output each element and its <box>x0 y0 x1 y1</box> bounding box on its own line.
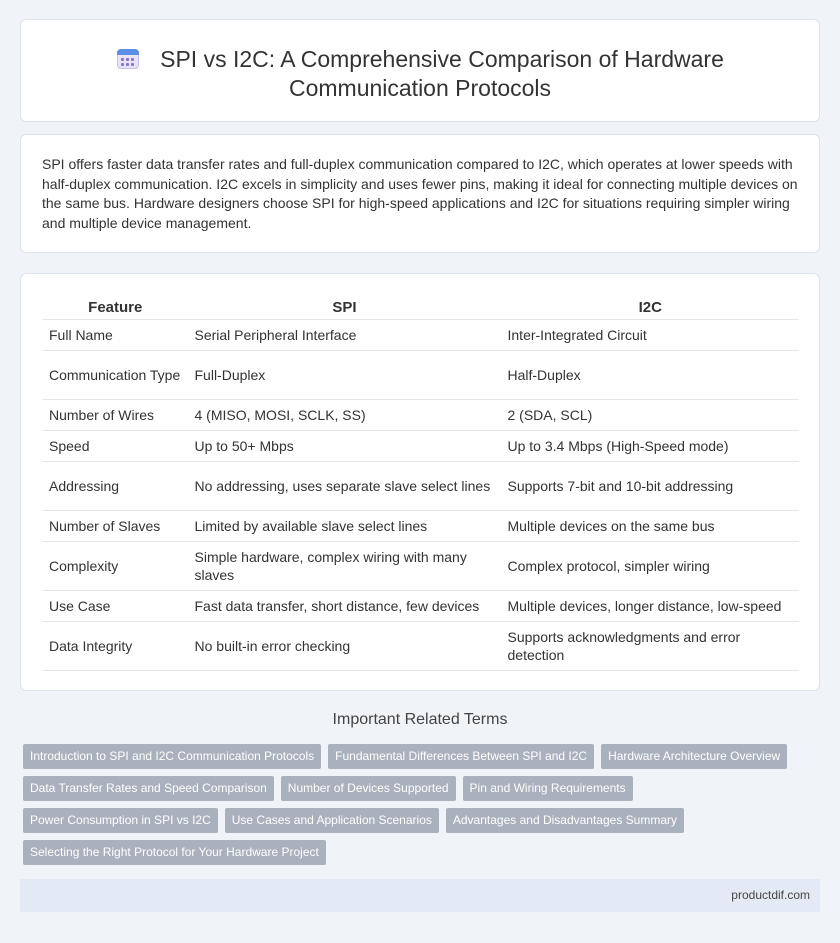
spi-cell: Fast data transfer, short distance, few devices <box>188 590 501 621</box>
intro-card <box>20 134 820 253</box>
related-term-link[interactable]: Pin and Wiring Requirements <box>463 776 633 801</box>
spi-cell: Limited by available slave select lines <box>188 510 501 541</box>
i2c-cell: Multiple devices on the same bus <box>501 510 799 541</box>
spi-cell: 4 (MISO, MOSI, SCLK, SS) <box>188 399 501 430</box>
spi-cell: Simple hardware, complex wiring with many slaves <box>188 541 501 590</box>
spi-cell: No addressing, uses separate slave select lines <box>188 461 501 510</box>
i2c-cell: Multiple devices, longer distance, low-speed <box>501 590 799 621</box>
feature-cell: Data Integrity <box>43 621 188 670</box>
related-term-link[interactable]: Number of Devices Supported <box>281 776 456 801</box>
feature-cell: Number of Slaves <box>43 510 188 541</box>
table-row <box>43 590 799 621</box>
page-title <box>21 45 819 103</box>
table-row <box>43 399 799 430</box>
footer-bar <box>20 879 820 912</box>
calendar-icon <box>116 46 140 70</box>
table-row <box>43 319 799 350</box>
header-i2c: I2C <box>501 294 799 319</box>
i2c-cell: Supports acknowledgments and error detection <box>501 621 799 670</box>
related-term-link[interactable]: Use Cases and Application Scenarios <box>225 808 439 833</box>
i2c-cell: 2 (SDA, SCL) <box>501 399 799 430</box>
related-term-link[interactable]: Fundamental Differences Between SPI and I2C <box>328 744 594 769</box>
i2c-cell: Supports 7-bit and 10-bit addressing <box>501 461 799 510</box>
i2c-cell: Complex protocol, simpler wiring <box>501 541 799 590</box>
comparison-table <box>43 294 799 671</box>
intro-paragraph: SPI offers faster data transfer rates and full-duplex communication compared to I2C, which operates at lower speeds with half-duplex communication. I2C excels in simplicity and uses fewer pins, making it ideal for connecting multiple devices on the same bus. Hardware designers choose SPI for high-speed applications and I2C for situations requiring simpler wiring and multiple device management. <box>42 156 798 231</box>
related-term-link[interactable]: Selecting the Right Protocol for Your Hardware Project <box>23 840 326 865</box>
spi-cell: Full-Duplex <box>188 350 501 399</box>
i2c-cell: Half-Duplex <box>501 350 799 399</box>
feature-cell: Communication Type <box>43 350 188 399</box>
feature-cell: Number of Wires <box>43 399 188 430</box>
table-header-row <box>43 294 799 319</box>
feature-cell: Use Case <box>43 590 188 621</box>
feature-cell: Addressing <box>43 461 188 510</box>
related-terms-heading: Important Related Terms <box>332 711 508 728</box>
comparison-table-card <box>20 273 820 691</box>
table-row <box>43 430 799 461</box>
table-row <box>43 461 799 510</box>
spi-cell: Serial Peripheral Interface <box>188 319 501 350</box>
footer-site-name[interactable]: productdif.com <box>731 888 810 902</box>
table-row <box>43 541 799 590</box>
related-term-link[interactable]: Power Consumption in SPI vs I2C <box>23 808 218 833</box>
table-row <box>43 510 799 541</box>
header-feature: Feature <box>43 294 188 319</box>
related-term-link[interactable]: Introduction to SPI and I2C Communication Protocols <box>23 744 321 769</box>
table-row <box>43 350 799 399</box>
page-title-line-2: Communication Protocols <box>288 75 552 101</box>
feature-cell: Complexity <box>43 541 188 590</box>
table-row <box>43 621 799 670</box>
i2c-cell: Inter-Integrated Circuit <box>501 319 799 350</box>
header-card <box>20 19 820 122</box>
i2c-cell: Up to 3.4 Mbps (High-Speed mode) <box>501 430 799 461</box>
page-title-line-1: SPI vs I2C: A Comprehensive Comparison of Hardware <box>160 46 724 72</box>
header-spi: SPI <box>188 294 501 319</box>
spi-cell: No built-in error checking <box>188 621 501 670</box>
spi-cell: Up to 50+ Mbps <box>188 430 501 461</box>
related-term-link[interactable]: Data Transfer Rates and Speed Comparison <box>23 776 274 801</box>
feature-cell: Full Name <box>43 319 188 350</box>
related-term-link[interactable]: Hardware Architecture Overview <box>601 744 787 769</box>
feature-cell: Speed <box>43 430 188 461</box>
related-terms-list <box>23 744 803 872</box>
related-term-link[interactable]: Advantages and Disadvantages Summary <box>446 808 684 833</box>
